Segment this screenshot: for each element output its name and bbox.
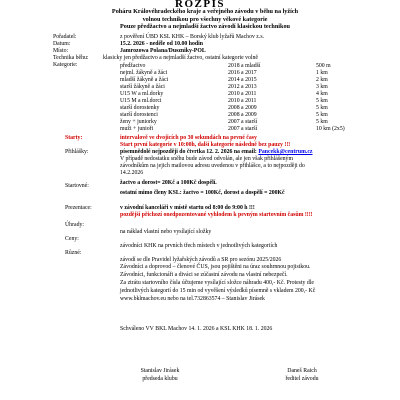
intro-block [60, 8, 350, 31]
category-year: 2008 a 2009 [228, 112, 257, 119]
signature-role: ředitel závodu [285, 376, 319, 382]
entries-email-link[interactable]: Pancekk@centrum.cz [258, 149, 313, 155]
costs-label: Úhrady: [65, 222, 84, 228]
entries-label: Přihlášky: [65, 149, 89, 155]
starts-line: Start první kategorie v 10:00h, další kategorie následně bez pauzy !!! [120, 142, 291, 148]
awards-line: závodníci KHK na prvních třech místech v jednotlivých kategoriích [120, 243, 278, 249]
fee-line: žactvo a dorost= 20Kč a 100Kč dospělí. [120, 180, 217, 186]
categories-label-text: Kategorie: [53, 62, 78, 68]
categories-table [120, 63, 370, 134]
document-title: ROZPIS [175, 0, 225, 10]
rules-line: Závodníci, funkcionáři a diváci se zúčastní závodu na vlastní nebezpečí. [120, 272, 288, 278]
category-name: U15 W a ml.dorky [120, 91, 164, 98]
info-value: 15.2. 2026 - neděle od 10.00 hodin [120, 41, 203, 47]
category-year: 2012 a 2013 [228, 84, 257, 91]
category-year: 2008 a 2009 [228, 105, 257, 112]
rules-line: Závodníci a doprovod – členové ČUS, jsou pojištěni na úraz souhrnnou pojistkou. [120, 264, 311, 270]
category-year: 2018 a mladší [228, 63, 261, 69]
signature-chairman [120, 367, 200, 383]
presentation-line: pozdější přichozí onedpozentované vyhlodem k pevným startovním časům !!!! [120, 212, 313, 218]
info-organizer [53, 34, 265, 41]
category-name: muži + junioři [120, 126, 154, 133]
category-distance: 500 m [316, 63, 331, 69]
entries-text: písemnědolé nejpozději do čtvrtka 12. 2. 2026 na email: [120, 149, 257, 155]
category-distance: 2 km [316, 77, 328, 84]
category-distance: 4 km [316, 91, 328, 98]
costs-line: na náklad vlastní nebo vysílající složky [120, 229, 212, 235]
signature-director [262, 367, 342, 383]
category-distance: 5 km [316, 98, 328, 105]
info-label: Datum: [53, 41, 71, 47]
rules-label: Různé: [65, 250, 82, 256]
category-distance: 5 km [316, 112, 328, 119]
rules-line: závodí se dle Pravidel lyžařských závodů a SR pro sezónu 2025/2026 [120, 257, 282, 263]
category-name: předžactvo [120, 63, 146, 69]
category-year: 2016 a 2017 [228, 70, 257, 77]
info-date [53, 41, 203, 48]
info-label: Technika běhu: [53, 55, 89, 61]
category-year: 2014 a 2015 [228, 77, 257, 84]
entries-line: závodníkům na jejich mailovou adresu uvedenou v přihlášce, a to nejpozději do [120, 163, 305, 169]
fee-line: ostatní mimo členy KSL: žactvo = 100Kč, dorost a dospělí = 200Kč [120, 190, 285, 196]
rules-line: jednotlivých kategorií do 15 min od vyvěšení výsledků písemně s vkladem 200,- Kč [120, 288, 316, 294]
info-value: klasicky jen předžactvo a nejmladší žactvo, ostatní kategorie volně [103, 55, 259, 61]
info-value: z pověření ÚBD KSL KHK – Borský klub lyžařů Machov z.s. [120, 34, 265, 40]
entries-line: 14.2.2026 [120, 170, 144, 176]
category-distance: 5 km [316, 119, 328, 126]
fee-label: Startovné: [65, 183, 89, 189]
category-name: starší dorostenci [120, 112, 158, 119]
category-year: 2010 a 2011 [228, 98, 257, 105]
rules-line: www.bklmachov.eu nebo na tel.732863574 – Stanislav Jirásek [120, 296, 265, 302]
awards-label: Ceny: [65, 236, 79, 242]
category-year: 2010 a 2011 [228, 91, 257, 98]
intro-line: Poháru Královéhradeckého kraje a veřejného závodu v běhu na lyžích [111, 8, 299, 15]
info-place [53, 48, 206, 55]
info-value: Jamrozowa Polana/Duszniky-POL [120, 48, 206, 54]
approval-line: Schváleno VV BKL Machov 14. 1. 2026 a KSL KHK 18. 1. 2026 [120, 326, 273, 332]
category-name: starší dorostenky [120, 105, 160, 112]
category-name: nejml. žákyně a žáci [120, 70, 168, 77]
rules-line: Za ztrátu startovního čísla účtujeme vysílající složce náhradu 400,- Kč. Protesty dle [120, 280, 314, 286]
category-year: 2007 a starší [228, 126, 258, 133]
info-technique [53, 55, 259, 62]
signature-role: předseda klubu [142, 376, 178, 382]
info-label: Místo: [53, 48, 69, 54]
categories-label [53, 62, 77, 69]
starts-label: Starty: [65, 135, 83, 141]
signature-name: Daneš Raich [287, 368, 317, 374]
intro-line: Pouze předžactvo a nejmladší žactvo závodí klasickou technikou [120, 23, 290, 31]
category-distance: 1 km [316, 70, 328, 77]
category-distance: 3 km [316, 84, 328, 91]
category-distance: 5 km [316, 105, 328, 112]
info-label: Pořadatel: [53, 34, 77, 40]
category-year: 2007 a starší [228, 119, 258, 126]
intro-line: volnou technikou pro všechny věkové kategorie [142, 15, 268, 23]
presentation-label: Prezentace: [65, 205, 92, 211]
category-distance: 10 km (2x5) [316, 126, 345, 133]
category-name: mladší žákyně a žáci [120, 77, 169, 84]
category-name: ženy + juniorky [120, 119, 157, 126]
signature-name: Stanislav Jirásek [140, 368, 180, 374]
entries-line: V případě nedostatku sněhu bude závod odvolán, ale jen však přihlášeným [120, 156, 293, 162]
category-name: U15 M a ml.dorci [120, 98, 162, 105]
starts-line: intervalově ve dvojicích po 30 sekundách na pevné časy [120, 135, 257, 141]
presentation-line: v závodní kanceláři v místě startu od 8:00 do 9:00 h !!! [120, 205, 255, 211]
category-name: starší žákyně a žáci [120, 84, 165, 91]
